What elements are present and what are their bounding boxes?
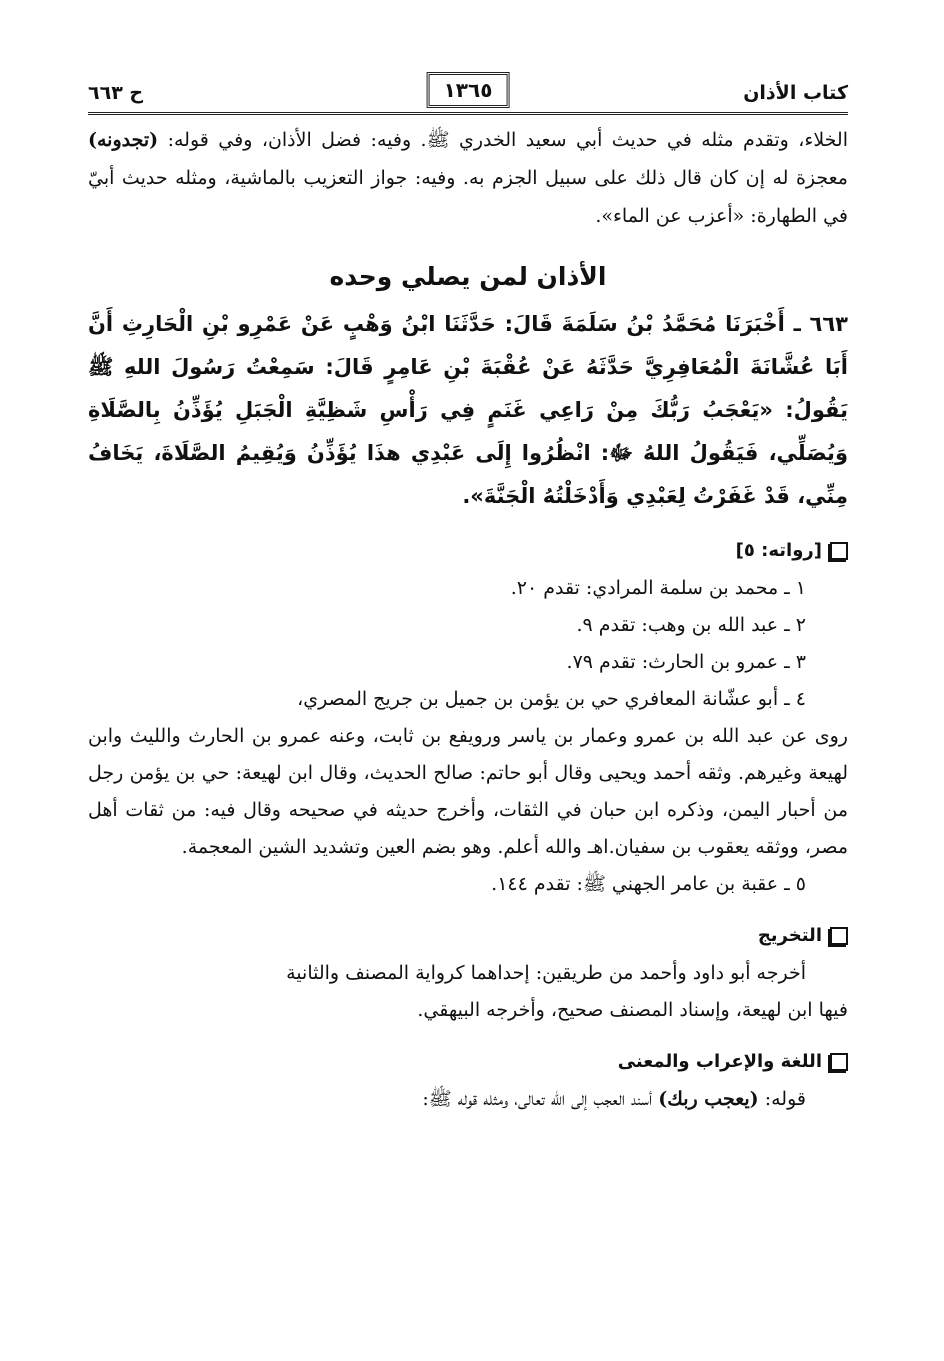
page-number: ١٣٦٥ (427, 72, 510, 108)
language-paragraph (88, 1081, 848, 1118)
intro-line-3: جواز التعزيب بالماشية، ومثله حديث أبيّ في الطهارة: «أعزب عن الماء». (88, 167, 848, 227)
intro-line-1: الخلاء، وتقدم مثله في حديث أبي سعيد الخدري ﷺ. وفيه: فضل الأذان، (261, 129, 848, 151)
language-first-line (88, 1081, 848, 1118)
takhrij-heading-text: التخريج (757, 925, 822, 946)
checkbox-square-icon (830, 927, 848, 945)
narrator-item: ٣ ـ عمرو بن الحارث: تقدم ٧٩. (566, 651, 806, 673)
intro-line-2-pre: وفي قوله: (158, 129, 253, 151)
narrators-heading (88, 536, 848, 566)
takhrij-rest: فيها ابن لهيعة، وإسناد المصنف صحيح، وأخرجه البيهقي. (417, 999, 848, 1021)
hadith-reference: ح ٦٦٣ (88, 82, 144, 104)
hadith-text: ٦٦٣ ـ أَخْبَرَنَا مُحَمَّدُ بْنُ سَلَمَةَ قَالَ: حَدَّثَنَا ابْنُ وَهْبٍ عَنْ عَمْرِو بْنِ الْحَارِثِ أَنَّ أَبَا عُشَّانَةَ الْمُعَافِرِيَّ حَدَّثَهُ عَنْ عُقْبَةَ بْنِ عَامِرٍ قَالَ: سَمِعْتُ رَسُولَ اللهِ ﷺ يَقُولُ: «يَعْجَبُ رَبُّكَ مِنْ رَاعِي غَنَمٍ فِي رَأْسِ شَظِيَّةِ الْجَبَلِ يُؤَذِّنُ بِالصَّلَاةِ وَيُصَلِّي، فَيَقُولُ اللهُ ﷻ: انْظُرُوا إِلَى عَبْدِي هذَا يُؤَذِّنُ وَيُقِيمُ الصَّلَاةَ، يَخَافُ مِنِّي، قَدْ غَفَرْتُ لِعَبْدِي وَأَدْخَلْتُهُ الْجَنَّةَ». (88, 312, 848, 508)
narrator-item: ٢ ـ عبد الله بن وهب: تقدم ٩. (576, 614, 806, 636)
chapter-title: كتاب الأذان (743, 82, 848, 104)
section-title: الأذان لمن يصلي وحده (329, 262, 607, 291)
page-header (88, 60, 848, 112)
language-heading-text: اللغة والإعراب والمعنى (617, 1051, 822, 1072)
checkbox-square-icon (830, 542, 848, 560)
narrator-item-4 (88, 681, 848, 866)
takhrij-heading (88, 921, 848, 951)
intro-line-2-post: معجزة له إن كان قال ذلك على سبيل الجزم به. وفيه: (414, 167, 848, 189)
narrator-item: ١ ـ محمد بن سلمة المرادي: تقدم ٢٠. (510, 577, 806, 599)
narrator-item: ٥ ـ عقبة بن عامر الجهني ﷺ: تقدم ١٤٤. (491, 873, 806, 895)
language-post: أسند العجب إلى الله تعالى، ومثله قوله ﷺ: (422, 1088, 659, 1110)
language-pre: قوله: (758, 1088, 806, 1110)
narrator-4-first-line: ٤ ـ أبو عشّانة المعافري حي بن يؤمن بن جميل بن جريج المصري، (297, 688, 806, 710)
intro-line-2-bold: (تجدونه) (88, 129, 159, 151)
takhrij-paragraph (88, 955, 848, 1029)
header-rule (88, 112, 848, 115)
checkbox-square-icon (830, 1053, 848, 1071)
language-heading (88, 1047, 848, 1077)
language-bold: (يعجب ربك) (658, 1088, 759, 1110)
narrators-heading-text: [رواته: ٥] (735, 540, 822, 561)
takhrij-first-line: أخرجه أبو داود وأحمد من طريقين: إحداهما كرواية المصنف والثانية (286, 962, 806, 984)
narrator-4-details: روى عن عبد الله بن عمرو وعمار بن ياسر ورويفع بن ثابت، وعنه عمرو بن الحارث والليث وابن لهيعة وغيرهم. وثقه أحمد ويحيى وقال أبو حاتم: صالح الحديث، وقال ابن لهيعة: حي بن يؤمن رجل من أحبار اليمن، وذكره ابن حبان في الثقات، وأخرج حديثه في صحيحه وقال فيه: من ثقات أهل مصر، ووثقه يعقوب بن سفيان.اهـ والله أعلم. وهو بضم العين وتشديد الشين المعجمة. (88, 725, 848, 858)
book-page (88, 60, 848, 1118)
intro-paragraph (88, 121, 848, 235)
